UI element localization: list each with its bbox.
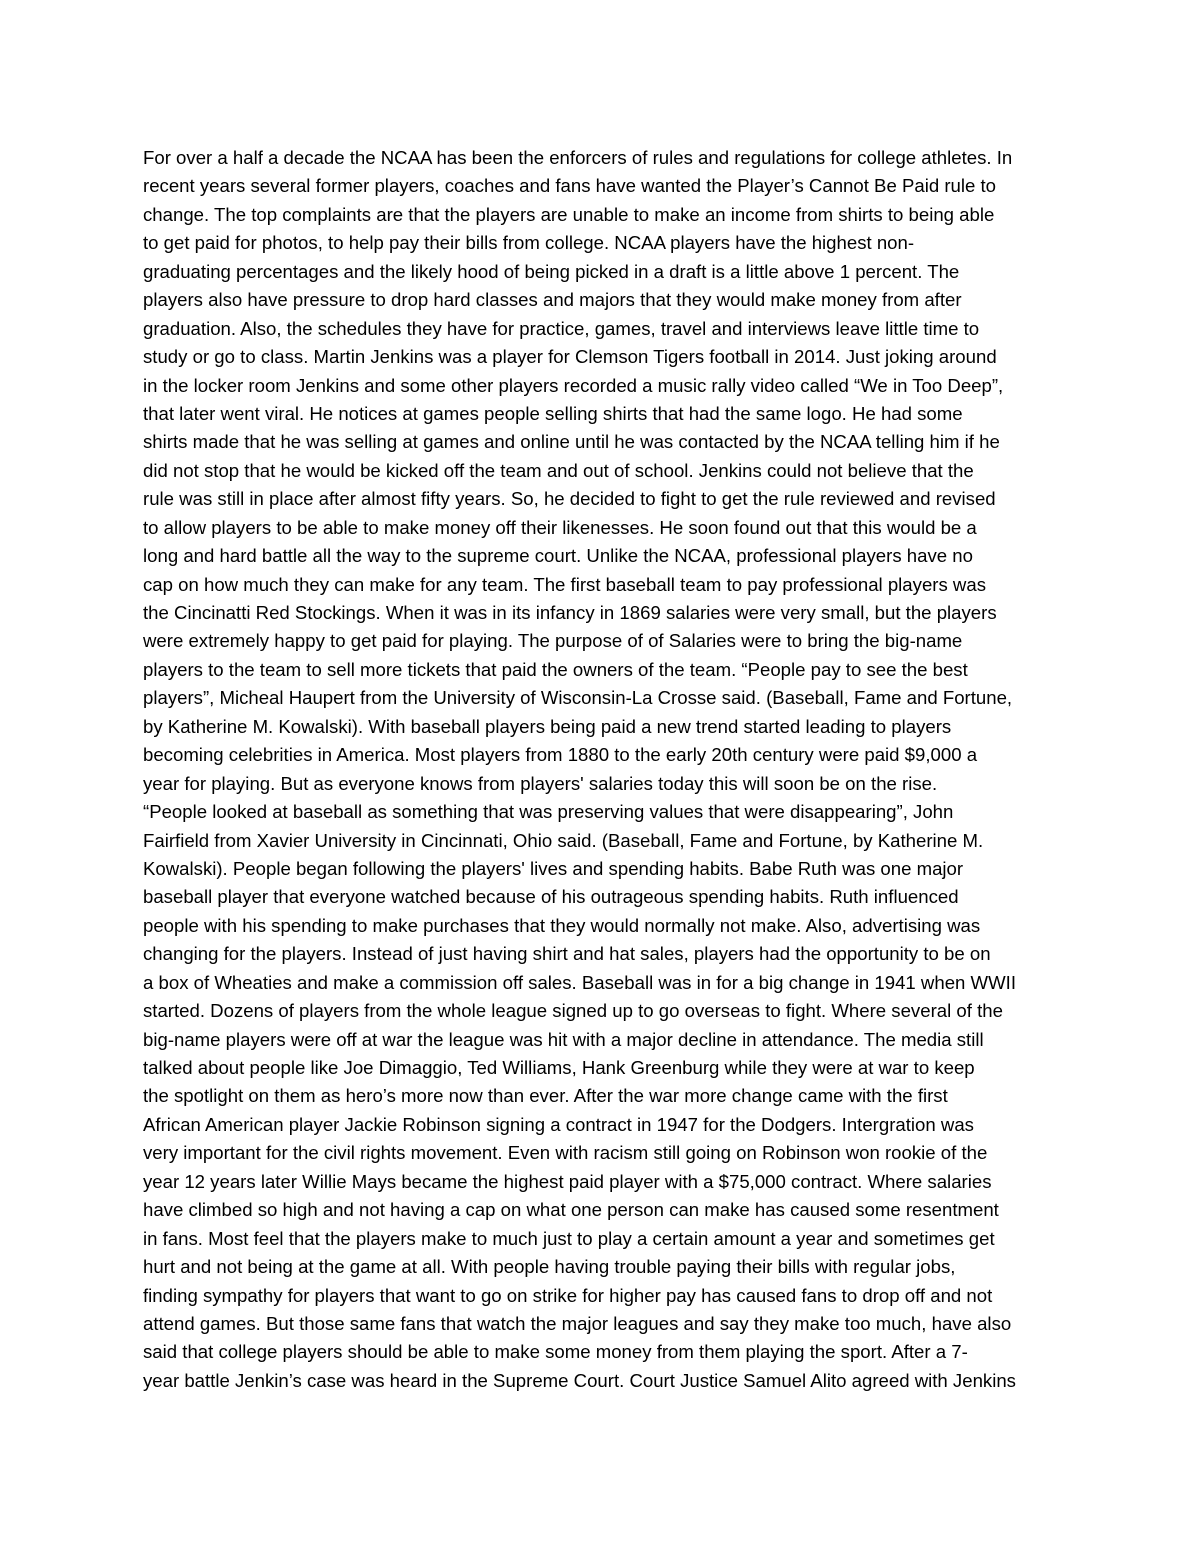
text-line: cap on how much they can make for any team. The first baseball team to pay professional players was bbox=[143, 573, 987, 595]
text-line: talked about people like Joe Dimaggio, Ted Williams, Hank Greenburg while they were at war to keep bbox=[143, 1057, 975, 1078]
text-line: a box of Wheaties and make a commission off sales. Baseball was in for a big change in 1941 when WWII bbox=[143, 971, 1016, 993]
text-line: graduation. Also, the schedules they have for practice, games, travel and interviews leave little time to bbox=[143, 317, 980, 339]
text-line: to get paid for photos, to help pay their bills from college. NCAA players have the highest non- bbox=[143, 232, 915, 254]
text-line: by Katherine M. Kowalski). With baseball players being paid a new trend started leading to players bbox=[143, 715, 952, 737]
text-line: year for playing. But as everyone knows from players' salaries today this will soon be on the rise. bbox=[143, 772, 938, 794]
text-line: “People looked at baseball as something that was preserving values that were disappearing”, John bbox=[143, 801, 954, 823]
text-line: shirts made that he was selling at games and online until he was contacted by the NCAA telling him if he bbox=[143, 431, 1000, 453]
text-line: started. Dozens of players from the whole league signed up to go overseas to fight. Where several of the bbox=[143, 1000, 1003, 1022]
text-line: in fans. Most feel that the players make to much just to play a certain amount a year and sometimes get bbox=[143, 1227, 995, 1249]
text-line: players to the team to sell more tickets that paid the owners of the team. “People pay to see the best bbox=[143, 658, 968, 680]
text-line: baseball player that everyone watched because of his outrageous spending habits. Ruth influenced bbox=[143, 886, 959, 908]
text-line: players”, Micheal Haupert from the University of Wisconsin-La Crosse said. (Baseball, Fame and Fortune, bbox=[143, 687, 1013, 709]
text-line: rule was still in place after almost fifty years. So, he decided to fight to get the rule reviewed and revised bbox=[143, 488, 996, 510]
text-line: very important for the civil rights movement. Even with racism still going on Robinson won rookie of the bbox=[143, 1142, 988, 1164]
text-line: people with his spending to make purchases that they would normally not make. Also, advertising was bbox=[143, 914, 981, 936]
text-line: graduating percentages and the likely hood of being picked in a draft is a little above 1 percent. The bbox=[143, 260, 960, 282]
text-line: big-name players were off at war the league was hit with a major decline in attendance. The media still bbox=[143, 1028, 984, 1050]
text-line: study or go to class. Martin Jenkins was a player for Clemson Tigers football in 2014. Just joking around bbox=[143, 346, 997, 368]
text-line: Fairfield from Xavier University in Cincinnati, Ohio said. (Baseball, Fame and Fortune, by Katherine M. bbox=[143, 829, 984, 851]
text-line: to allow players to be able to make money off their likenesses. He soon found out that this would be a bbox=[143, 516, 977, 538]
text-line: African American player Jackie Robinson signing a contract in 1947 for the Dodgers. Intergration was bbox=[143, 1113, 974, 1135]
text-line: hurt and not being at the game at all. With people having trouble paying their bills with regular jobs, bbox=[143, 1256, 956, 1278]
text-line: were extremely happy to get paid for playing. The purpose of of Salaries were to bring the big-name bbox=[143, 630, 963, 652]
text-line: For over a half a decade the NCAA has been the enforcers of rules and regulations for college athletes. In bbox=[143, 147, 1013, 168]
text-line: have climbed so high and not having a cap on what one person can make has caused some resentment bbox=[143, 1199, 999, 1221]
text-line: year 12 years later Willie Mays became the highest paid player with a $75,000 contract. Where salaries bbox=[143, 1170, 992, 1192]
text-line: changing for the players. Instead of just having shirt and hat sales, players had the opportunity to be on bbox=[143, 943, 991, 965]
text-line: players also have pressure to drop hard classes and majors that they would make money from after bbox=[143, 289, 962, 311]
text-line: the Cincinatti Red Stockings. When it was in its infancy in 1869 salaries were very small, but the players bbox=[143, 602, 997, 623]
text-line: year battle Jenkin’s case was heard in the Supreme Court. Court Justice Samuel Alito agreed with Jenkins bbox=[143, 1369, 1016, 1391]
text-line: the spotlight on them as hero’s more now than ever. After the war more change came with the first bbox=[143, 1085, 948, 1107]
text-line: said that college players should be able to make some money from them playing the sport. After a 7- bbox=[143, 1341, 968, 1363]
text-line: change. The top complaints are that the players are unable to make an income from shirts to being able bbox=[143, 203, 995, 225]
text-line: that later went viral. He notices at games people selling shirts that had the same logo. He had some bbox=[143, 402, 963, 424]
text-line: did not stop that he would be kicked off the team and out of school. Jenkins could not believe that the bbox=[143, 459, 974, 481]
text-line: long and hard battle all the way to the supreme court. Unlike the NCAA, professional players have no bbox=[143, 545, 973, 567]
text-line: becoming celebrities in America. Most players from 1880 to the early 20th century were paid $9,000 a bbox=[143, 744, 978, 766]
text-line: finding sympathy for players that want to go on strike for higher pay has caused fans to drop off and not bbox=[143, 1284, 993, 1306]
body-paragraph bbox=[143, 144, 1063, 1395]
text-line: Kowalski). People began following the players' lives and spending habits. Babe Ruth was one major bbox=[143, 857, 964, 879]
text-line: in the locker room Jenkins and some other players recorded a music rally video called “We in Too Deep”, bbox=[143, 374, 1004, 396]
text-line: recent years several former players, coaches and fans have wanted the Player’s Cannot Be Paid rule to bbox=[143, 175, 997, 197]
text-line: attend games. But those same fans that watch the major leagues and say they make too much, have also bbox=[143, 1312, 1012, 1334]
